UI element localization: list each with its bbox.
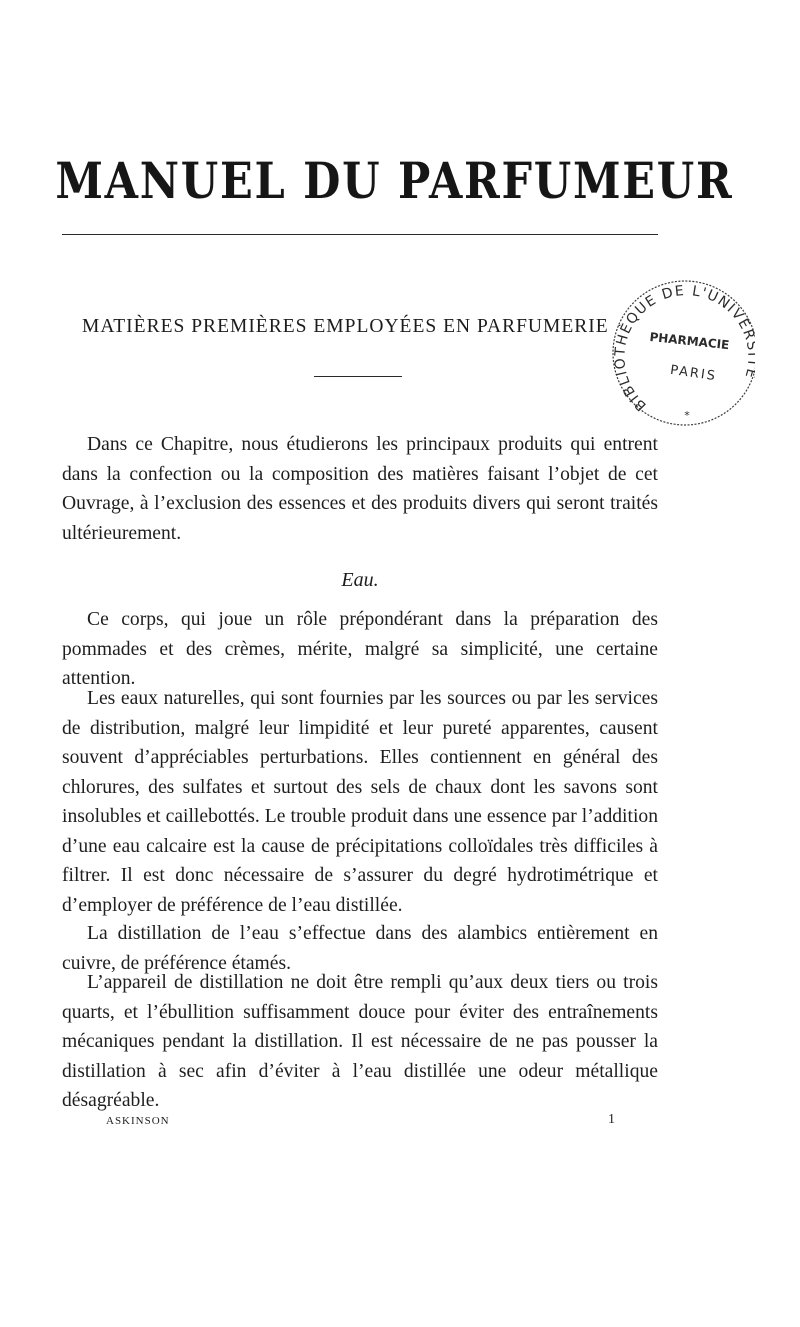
page-number: 1 <box>608 1112 615 1127</box>
library-stamp <box>605 273 755 433</box>
stamp-outer-text: BIBLIOTHÈQUE DE L'UNIVE <box>612 282 754 414</box>
paragraph: L’appareil de distillation ne doit être rempli qu’aux deux tiers ou trois quarts, et l’ébullition suffisamment douce pour éviter des entraînements mécaniques pendant la distillation. Il est nécessaire de ne pas pousser la distillation à sec afin d’éviter à l’eau distillée une odeur métallique désagréable. <box>62 972 658 1111</box>
chapter-heading: MATIÈRES PREMIÈRES EMPLOYÉES EN PARFUMERIE <box>82 316 609 337</box>
paragraph: La distillation de l’eau s’effectue dans des alambics entièrement en cuivre, de préférence étamés. <box>62 923 658 974</box>
paragraph: Les eaux naturelles, qui sont fournies par les sources ou par les services de distribution, malgré leur limpidité et leur pureté apparentes, causent souvent d’appréciables perturbations. Elles contiennent en général des chlorures, des sulfates et surtout des sels de chaux dont les savons sont insolubles et caillebottés. Le trouble produit dans une essence par l’addition d’une eau calcaire est la cause de précipitations colloïdales très difficiles à filtrer. Il est donc nécessaire de s’assurer du degré hydrotimétrique et d’employer de préférence de l’eau distillée. <box>62 688 658 916</box>
title-divider <box>62 234 658 235</box>
stamp-line-paris: PARIS <box>669 362 718 385</box>
footer-signature: ASKINSON <box>106 1115 170 1127</box>
page-title: MANUEL DU PARFUMEUR <box>55 151 734 210</box>
intro-paragraph: Dans ce Chapitre, nous étudierons les principaux produits qui entrent dans la confection ou la composition des matières faisant l’objet de cet Ouvrage, à l’exclusion des essences et des produits divers qui seront traités ultérieurement. <box>62 434 658 544</box>
stamp-star-icon: * <box>684 409 690 422</box>
paragraph: Ce corps, qui joue un rôle prépondérant dans la préparation des pommades et des crèmes, mérite, malgré sa simplicité, une certaine attention. <box>62 609 658 689</box>
stamp-line-pharmacie: PHARMACIE <box>648 329 730 353</box>
section-title: Eau. <box>341 569 379 591</box>
chapter-divider <box>314 376 402 377</box>
